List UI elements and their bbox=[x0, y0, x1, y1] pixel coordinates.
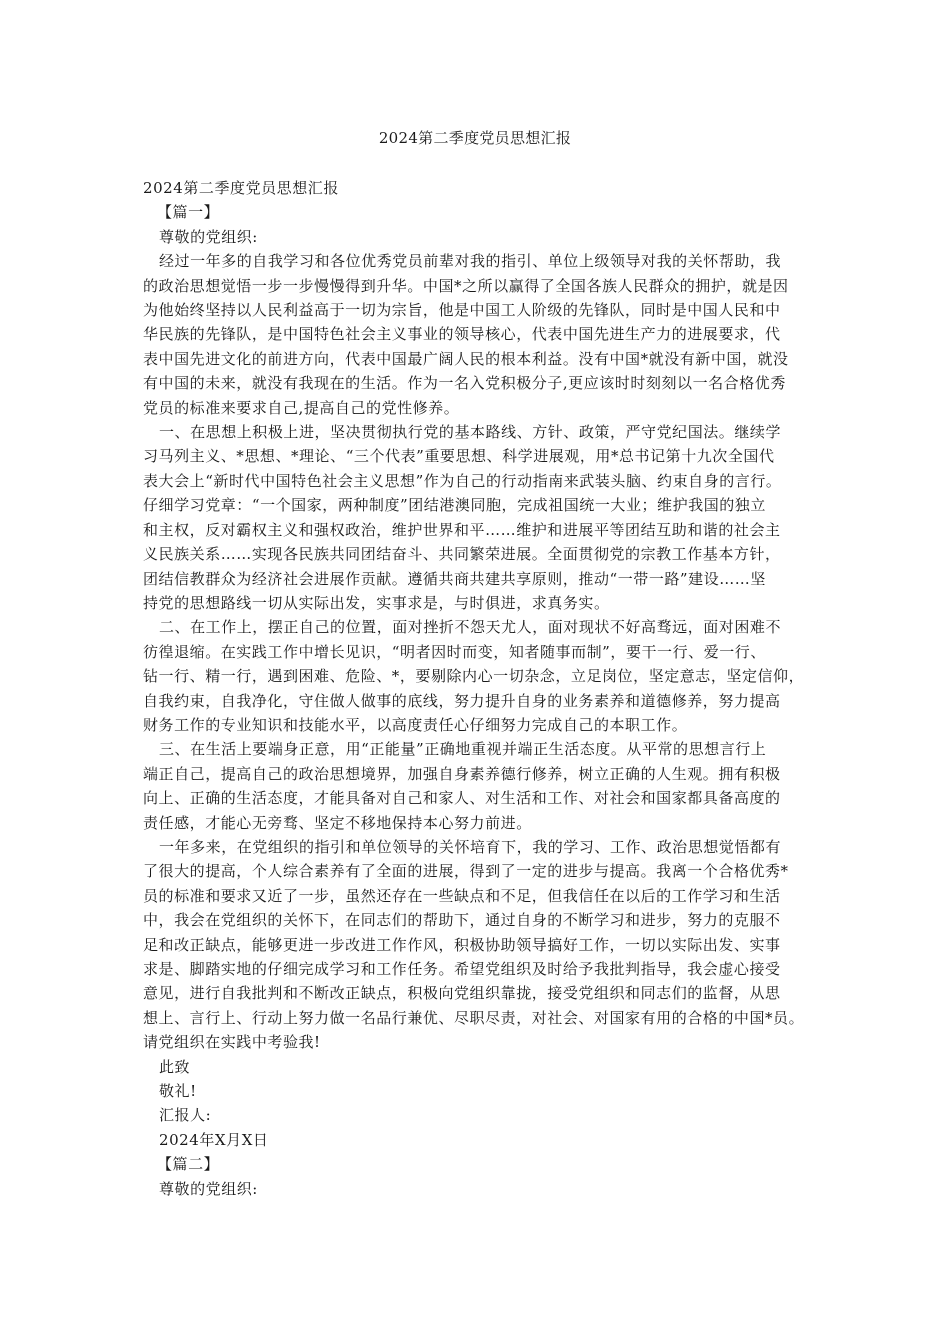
text-line: 2024年X月X日 bbox=[159, 1130, 269, 1149]
text-line: 责任感，才能心无旁骛、坚定不移地保持本心努力前进。 bbox=[143, 813, 532, 832]
text-line: 想上、言行上、行动上努力做一名品行兼优、尽职尽责，对社会、对国家有用的合格的中国*员。 bbox=[143, 1008, 805, 1027]
text-line: 经过一年多的自我学习和各位优秀党员前辈对我的指引、单位上级领导对我的关怀帮助，我 bbox=[159, 252, 782, 271]
text-line: 彷徨退缩。在实践工作中增长见识，“明者因时而变，知者随事而制”，要干一行、爱一行、 bbox=[143, 642, 766, 661]
text-line: 华民族的先锋队，是中国特色社会主义事业的领导核心，代表中国先进生产力的进展要求，代 bbox=[143, 325, 781, 344]
text-line: 持党的思想路线一切从实际出发，实事求是，与时俱进，求真务实。 bbox=[143, 593, 610, 612]
text-line: 端正自己，提高自己的政治思想境界，加强自身素养德行修养，树立正确的人生观。拥有积极 bbox=[143, 764, 781, 783]
text-line: 【篇一】 bbox=[157, 203, 220, 222]
document-title: 2024第二季度党员思想汇报 bbox=[378, 129, 572, 147]
text-line: 二、在工作上，摆正自己的位置，面对挫折不怨天尤人，面对现状不好高骛远，面对困难不 bbox=[159, 618, 782, 637]
text-line: 仔细学习党章：“一个国家，两种制度”团结港澳同胞，完成祖国统一大业；维护我国的独立 bbox=[143, 496, 766, 515]
text-line: 义民族关系……实现各民族共同团结奋斗、共同繁荣进展。全面贯彻党的宗教工作基本方针， bbox=[143, 545, 781, 564]
text-line: 员的标准和要求又近了一步，虽然还存在一些缺点和不足，但我信任在以后的工作学习和生活 bbox=[143, 886, 781, 905]
text-line: 了很大的提高，个人综合素养有了全面的进展，得到了一定的进步与提高。我离一个合格优秀* bbox=[143, 862, 789, 881]
text-line: 习马列主义、*思想、*理论、“三个代表”重要思想、科学进展观，用*总书记第十九次全国代 bbox=[143, 447, 775, 466]
text-line: 敬礼! bbox=[159, 1082, 197, 1101]
text-line: 尊敬的党组织: bbox=[159, 227, 258, 246]
text-line: 一、在思想上积极上进，坚决贯彻执行党的基本路线、方针、政策，严守党纪国法。继续学 bbox=[159, 423, 782, 442]
text-line: 有中国的未来，就没有我现在的生活。作为一名入党积极分子,更应该时时刻刻以一名合格优秀 bbox=[143, 374, 786, 393]
text-line: 请党组织在实践中考验我! bbox=[143, 1033, 321, 1052]
text-line: 三、在生活上要端身正意，用“正能量”正确地重视并端正生活态度。从平常的思想言行上 bbox=[159, 740, 767, 759]
text-line: 党员的标准来要求自己,提高自己的党性修养。 bbox=[143, 398, 460, 417]
text-line: 为他始终坚持以人民利益高于一切为宗旨，他是中国工人阶级的先锋队，同时是中国人民和中 bbox=[143, 301, 781, 320]
text-line: 汇报人: bbox=[159, 1106, 212, 1125]
text-line: 一年多来，在党组织的指引和单位领导的关怀培育下，我的学习、工作、政治思想觉悟都有 bbox=[159, 837, 782, 856]
text-line: 的政治思想觉悟一步一步慢慢得到升华。中国*之所以赢得了全国各族人民群众的拥护，就是因 bbox=[143, 276, 789, 295]
text-line: 表中国先进文化的前进方向，代表中国最广阔人民的根本利益。没有中国*就没有新中国，就没 bbox=[143, 349, 789, 368]
text-line: 【篇二】 bbox=[157, 1155, 220, 1174]
text-line: 和主权，反对霸权主义和强权政治，维护世界和平……维护和进展平等团结互助和谐的社会主 bbox=[143, 520, 781, 539]
text-line: 足和改正缺点，能够更进一步改进工作作风，积极协助领导搞好工作，一切以实际出发、实事 bbox=[143, 935, 781, 954]
document-body bbox=[143, 176, 818, 1201]
text-line: 自我约束，自我净化，守住做人做事的底线，努力提升自身的业务素养和道德修养，努力提高 bbox=[143, 691, 781, 710]
text-line: 意见，进行自我批判和不断改正缺点，积极向党组织靠拢，接受党组织和同志们的监督，从思 bbox=[143, 984, 781, 1003]
text-line: 财务工作的专业知识和技能水平，以高度责任心仔细努力完成自己的本职工作。 bbox=[143, 715, 688, 734]
text-line: 表大会上“新时代中国特色社会主义思想”作为自己的行动指南来武装头脑、约束自身的言行。 bbox=[143, 471, 782, 490]
text-line: 向上、正确的生活态度，才能具备对自己和家人、对生活和工作、对社会和国家都具备高度的 bbox=[143, 789, 781, 808]
text-line: 2024第二季度党员思想汇报 bbox=[143, 179, 339, 197]
text-line: 团结信教群众为经济社会进展作贡献。遵循共商共建共享原则，推动“一带一路”建设……坚 bbox=[143, 569, 766, 588]
text-line: 钻一行、精一行，遇到困难、危险、*，要剔除内心一切杂念，立足岗位，坚定意志，坚定信仰， bbox=[143, 667, 805, 686]
text-line: 尊敬的党组织: bbox=[159, 1179, 258, 1198]
text-line: 中，我会在党组织的关怀下，在同志们的帮助下，通过自身的不断学习和进步，努力的克服不 bbox=[143, 911, 781, 930]
text-line: 此致 bbox=[159, 1057, 191, 1076]
text-line: 求是、脚踏实地的仔细完成学习和工作任务。希望党组织及时给予我批判指导，我会虚心接受 bbox=[143, 960, 781, 978]
